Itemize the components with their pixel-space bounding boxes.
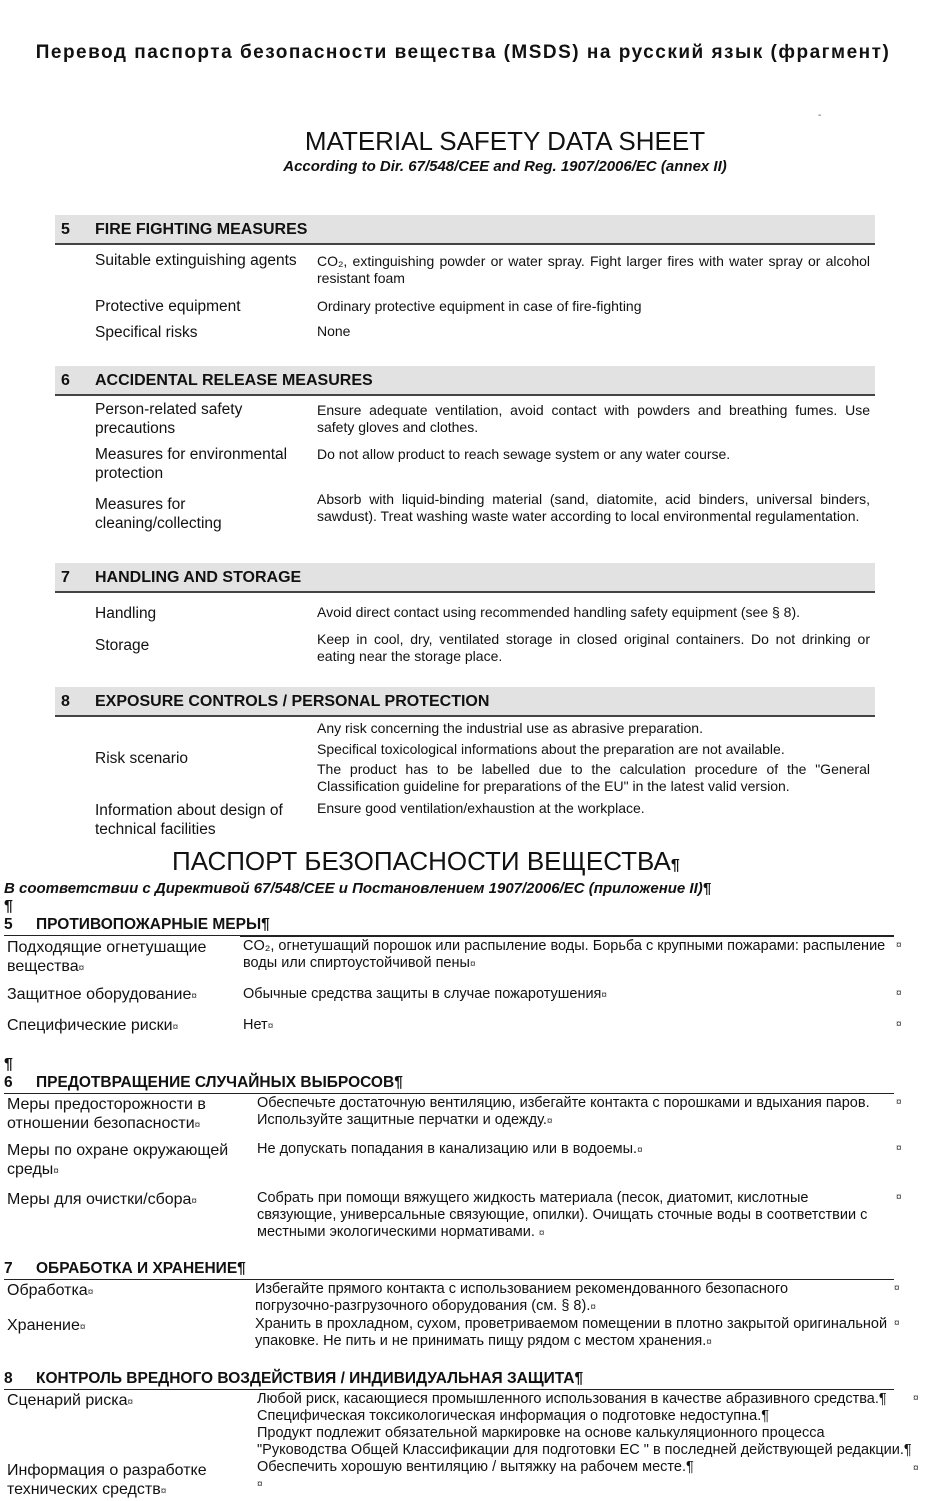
ru-s8-value-2 [257,1459,897,1493]
pilcrow-mark: ¶ [4,1056,13,1073]
en-section-6-header [55,366,875,396]
value-text: Хранить в прохладном, сухом, проветриваемом помещении в плотно закрытой оригинальной упаковке. Не пить и не принимать пищу рядом с местом хранения. [255,1316,888,1349]
section-number: 5 [4,916,13,933]
value-text: Обычные средства защиты в случае пожаротушения [243,986,602,1002]
cell-mark: ¤ [267,1021,274,1032]
ru-s6-label-3 [7,1190,239,1211]
pilcrow-mark: ¶ [670,857,680,874]
section-title-text: ПРЕДОТВРАЩЕНИЕ СЛУЧАЙНЫХ ВЫБРОСОВ [36,1074,395,1091]
ru-s5-table-border [240,936,894,937]
value-line [257,1459,897,1476]
section-title-text: ОБРАБОТКА И ХРАНЕНИЕ [36,1260,238,1277]
section-title-text: ПРОТИВОПОЖАРНЫЕ МЕРЫ [36,916,262,933]
cell-mark: ¤ [469,959,476,970]
cell-mark: ¤ [706,1337,712,1348]
ru-s5-value-3 [243,1017,883,1035]
cell-mark: ¤ [590,1302,596,1313]
section-title [36,1074,403,1092]
value-text: Обеспечьте достаточную вентиляцию, избегайте контакта с порошками и вдыхания паров. Используйте защитные перчатки и одежду. [257,1095,870,1128]
label-text: Информация о разработке технических средств [7,1462,207,1498]
ru-s8-label-2 [7,1461,239,1501]
pilcrow-mark: ¶ [4,898,13,915]
ru-s8-label-1 [7,1391,239,1412]
cell-mark: ¤ [194,1120,201,1131]
cell-mark: ¤ [546,1116,553,1127]
en-s5-value-2: Ordinary protective equipment in case of fire-fighting [317,298,642,314]
ru-section-8-header [4,1370,894,1390]
cell-mark: ¤ [87,1287,94,1298]
en-s6-label-3: Measures for cleaning/collecting [95,496,222,532]
value-text: Собрать при помощи вяжущего жидкость материала (песок, диатомит, кислотные связующие, универсальные связующие, опилки). Очищать сточные воды в соответствии с местными экологическими нормативами. [257,1190,868,1240]
ru-document-title [172,846,680,877]
value-line [257,1408,915,1425]
cell-mark: ¤ [257,1479,263,1490]
value-text: Любой риск, касающиеся промышленного использования в качестве абразивного средства. [257,1391,879,1407]
section-number: 7 [4,1260,13,1277]
en-s7-label-1: Handling [95,605,157,622]
row-end-mark: ¤ [894,1318,900,1329]
value-text: Нет [243,1017,268,1033]
en-s7-value-1: Avoid direct contact using recommended handling safety equipment (see § 8). [317,604,801,620]
label-text: Меры для очистки/сбора [7,1191,192,1208]
row-end-mark: ¤ [894,1283,900,1294]
ru-s6-label-2 [7,1141,239,1181]
en-s6-value-3: Absorb with liquid-binding material (sand, diatomite, acid binders, universal binders, sawdust). Treat washing waste water according to local environmental regulamentation. [317,491,870,524]
value-line [257,1391,915,1408]
section-title: EXPOSURE CONTROLS / PERSONAL PROTECTION [95,693,490,710]
cell-mark: ¤ [53,1166,59,1177]
en-s6-label-1: Person-related safety precautions [95,401,243,437]
row-end-mark: ¤ [896,1192,902,1203]
en-section-5-header [55,215,875,245]
row-end-mark: ¤ [913,1393,919,1404]
ru-s5-label-1 [7,938,239,978]
section-title: HANDLING AND STORAGE [95,569,302,586]
pilcrow-mark: ¶ [574,1370,584,1387]
value-line [257,1425,915,1459]
value-text: Специфическая токсикологическая информация о подготовке недоступна. [257,1408,762,1424]
pilcrow-mark: ¶ [903,1442,912,1458]
cell-mark: ¤ [601,990,607,1001]
value-text: Обеспечить хорошую вентиляцию / вытяжку на рабочем месте. [257,1459,686,1475]
ru-s6-value-3 [257,1190,889,1242]
pilcrow-mark: ¶ [761,1408,770,1424]
label-text: Меры по охране окружающей среды [7,1142,229,1178]
pilcrow-mark: ¶ [261,916,270,933]
en-s8-value-2: Ensure good ventilation/exhaustion at the workplace. [317,800,645,816]
ru-s7-label-2 [7,1316,239,1337]
en-s5-label-1: Suitable extinguishing agents [95,252,297,269]
cell-mark: ¤ [538,1228,545,1239]
en-s6-label-2: Measures for environmental protection [95,446,288,482]
en-s5-label-2: Protective equipment [95,298,241,315]
en-s8-value-1a: Any risk concerning the industrial use as abrasive preparation. [317,720,703,736]
ru-s8-value-1 [257,1391,915,1459]
ru-s5-label-2 [7,985,239,1006]
en-s6-value-2: Do not allow product to reach sewage system or any water course. [317,446,731,462]
en-s8-label-1: Risk scenario [95,750,189,767]
cell-mark: ¤ [172,1022,179,1033]
section-number: 6 [61,372,70,389]
pilcrow-mark: ¶ [686,1459,694,1475]
ru-document-subtitle [4,880,711,897]
section-title [36,1260,246,1278]
ru-s7-value-2 [255,1316,891,1351]
value-text: Продукт подлежит обязательной маркировке на основе калькуляционного процесса "Руководства Общей Классификации для подготовки ЕС " в последней действующей редакции. [257,1425,904,1458]
ru-section-6-header [4,1074,894,1094]
ru-s5-label-3 [7,1016,239,1037]
en-s8-value-1b: Specifical toxicological informations about the preparation are not available. [317,741,785,757]
ru-s6-value-1 [257,1095,889,1130]
en-s7-label-2: Storage [95,637,150,654]
section-number: 8 [61,693,70,710]
label-text: Меры предосторожности в отношении безопасности [7,1096,206,1132]
label-text: Хранение [7,1317,80,1334]
ru-s6-value-2 [257,1141,889,1159]
pilcrow-mark: ¶ [237,1260,246,1277]
en-section-7-header [55,563,875,593]
pilcrow-mark: ¶ [702,880,712,897]
en-s5-label-3: Specifical risks [95,324,198,341]
value-text: Не допускать попадания в канализацию или в водоемы. [257,1141,638,1157]
ru-title-text: ПАСПОРТ БЕЗОПАСНОСТИ ВЕЩЕСТВА [172,846,671,876]
label-text: Обработка [7,1282,88,1299]
section-number: 7 [61,569,70,586]
label-text: Сценарий риска [7,1392,128,1409]
section-title: FIRE FIGHTING MEASURES [95,221,308,238]
section-number: 6 [4,1074,13,1091]
value-text: CO₂, огнетушащий порошок или распыление воды. Борьба с крупными пожарами: распыление воды или спиртоустойчивой пены [243,938,886,971]
label-text: Защитное оборудование [7,986,192,1003]
en-document-title: MATERIAL SAFETY DATA SHEET [304,126,706,156]
ru-subtitle-text: В соответствии с Директивой 67/548/CEE и Постановлением 1907/2006/EC (приложение II) [4,880,703,897]
ru-s7-label-1 [7,1281,239,1302]
label-text: Подходящие огнетушащие вещества [7,939,207,975]
cell-mark: ¤ [637,1145,643,1156]
en-s6-value-1: Ensure adequate ventilation, avoid contact with powders and breathing fumes. Use safety gloves and clothes. [317,402,870,435]
cell-mark: ¤ [191,1196,197,1207]
section-number: 8 [4,1370,13,1387]
en-document-subtitle: According to Dir. 67/548/CEE and Reg. 1907/2006/EC (annex II) [283,158,727,175]
row-end-mark: ¤ [896,940,902,951]
en-s5-value-3: None [317,323,351,339]
cell-mark: ¤ [160,1486,167,1497]
en-s7-value-2: Keep in cool, dry, ventilated storage in closed original containers. Do not drinking or eating near the storage place. [317,631,870,664]
row-end-mark: ¤ [896,988,902,999]
cell-mark: ¤ [191,991,197,1002]
pilcrow-mark: ¶ [878,1391,887,1407]
corner-mark: - [818,110,822,121]
en-section-8-header [55,687,875,717]
en-s8-label-2: Information about design of technical facilities [95,802,283,838]
row-end-mark: ¤ [913,1463,919,1474]
value-text: Избегайте прямого контакта с использованием рекомендованного безопасного погрузочно-разгрузочного оборудования (см. § 8). [255,1281,789,1314]
en-s8-value-1c: The product has to be labelled due to the calculation procedure of the "General Classification guideline for preparations of the EU" in the latest valid version. [317,761,870,794]
section-title-text: КОНТРОЛЬ ВРЕДНОГО ВОЗДЕЙСТВИЯ / ИНДИВИДУАЛЬНАЯ ЗАЩИТА [36,1370,575,1387]
row-end-mark: ¤ [896,1019,902,1030]
cell-mark: ¤ [78,963,85,974]
cell-mark: ¤ [79,1322,86,1333]
section-number: 5 [61,221,70,238]
ru-s5-value-1 [243,938,895,973]
page-caption: Перевод паспорта безопасности вещества (MSDS) на русский язык (фрагмент) [35,42,891,63]
section-title: ACCIDENTAL RELEASE MEASURES [95,372,373,389]
pilcrow-mark: ¶ [394,1074,403,1091]
section-title [36,1370,583,1388]
cell-mark: ¤ [127,1397,134,1408]
label-text: Специфические риски [7,1017,173,1034]
ru-s7-value-1 [255,1281,815,1316]
ru-section-7-header [4,1260,894,1280]
ru-section-5-header [4,916,894,936]
row-end-mark: ¤ [896,1143,902,1154]
row-end-mark: ¤ [896,1097,902,1108]
en-s5-value-1: CO₂, extinguishing powder or water spray. Fight larger fires with water spray or alcohol resistant foam [317,253,870,286]
ru-s5-value-2 [243,986,883,1004]
ru-s6-label-1 [7,1095,239,1135]
section-title [36,916,270,934]
